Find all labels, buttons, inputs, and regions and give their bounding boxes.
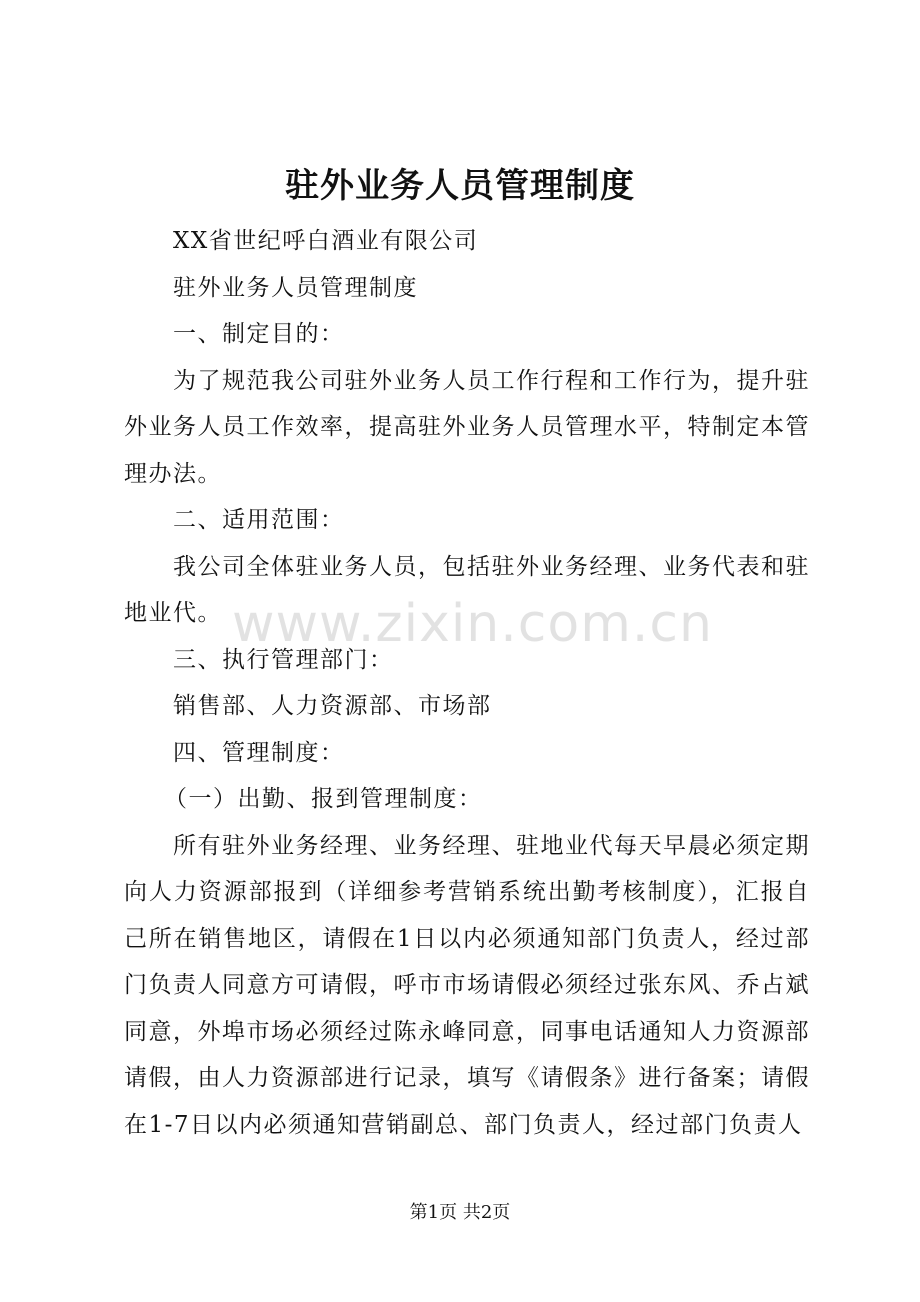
paragraph-company: XX省世纪呼白酒业有限公司	[173, 228, 479, 254]
document-body	[124, 218, 810, 1148]
paragraph-purpose: 为了规范我公司驻外业务人员工作行程和工作行为，提升驻外业务人员工作效率，提高驻外业务人员管理水平，特制定本管理办法。	[124, 367, 810, 487]
paragraph-scope: 我公司全体驻业务人员，包括驻外业务经理、业务代表和驻地业代。	[124, 553, 810, 626]
heading-departments: 三、执行管理部门：	[173, 646, 394, 673]
document-title: 驻外业务人员管理制度	[285, 166, 635, 206]
heading-purpose: 一、制定目的：	[173, 321, 345, 347]
paragraph-attendance: 所有驻外业务经理、业务经理、驻地业代每天早晨必须定期向人力资源部报到（详细参考营销系统出勤考核制度），汇报自己所在销售地区，请假在1日以内必须通知部门负责人，经过部门负责人同意方可请假，呼市市场请假必须经过张东风、乔占斌同意，外埠市场必须经过陈永峰同意，同事电话通知人力资源部请假，由人力资源部进行记录，填写《请假条》进行备案；请假在1-7日以内必须通知营销副总、部门负责人，经过部门负责人	[124, 832, 810, 1138]
subheading-attendance: （一）出勤、报到管理制度：	[164, 786, 483, 812]
heading-scope: 二、适用范围：	[173, 507, 345, 533]
page-footer: 第1页 共2页	[409, 1202, 511, 1223]
paragraph-subtitle: 驻外业务人员管理制度	[173, 274, 418, 301]
paragraph-departments: 销售部、人力资源部、市场部	[173, 693, 492, 719]
heading-rules: 四、管理制度：	[173, 739, 345, 766]
watermark: www.zixin.com.cn	[232, 594, 713, 654]
